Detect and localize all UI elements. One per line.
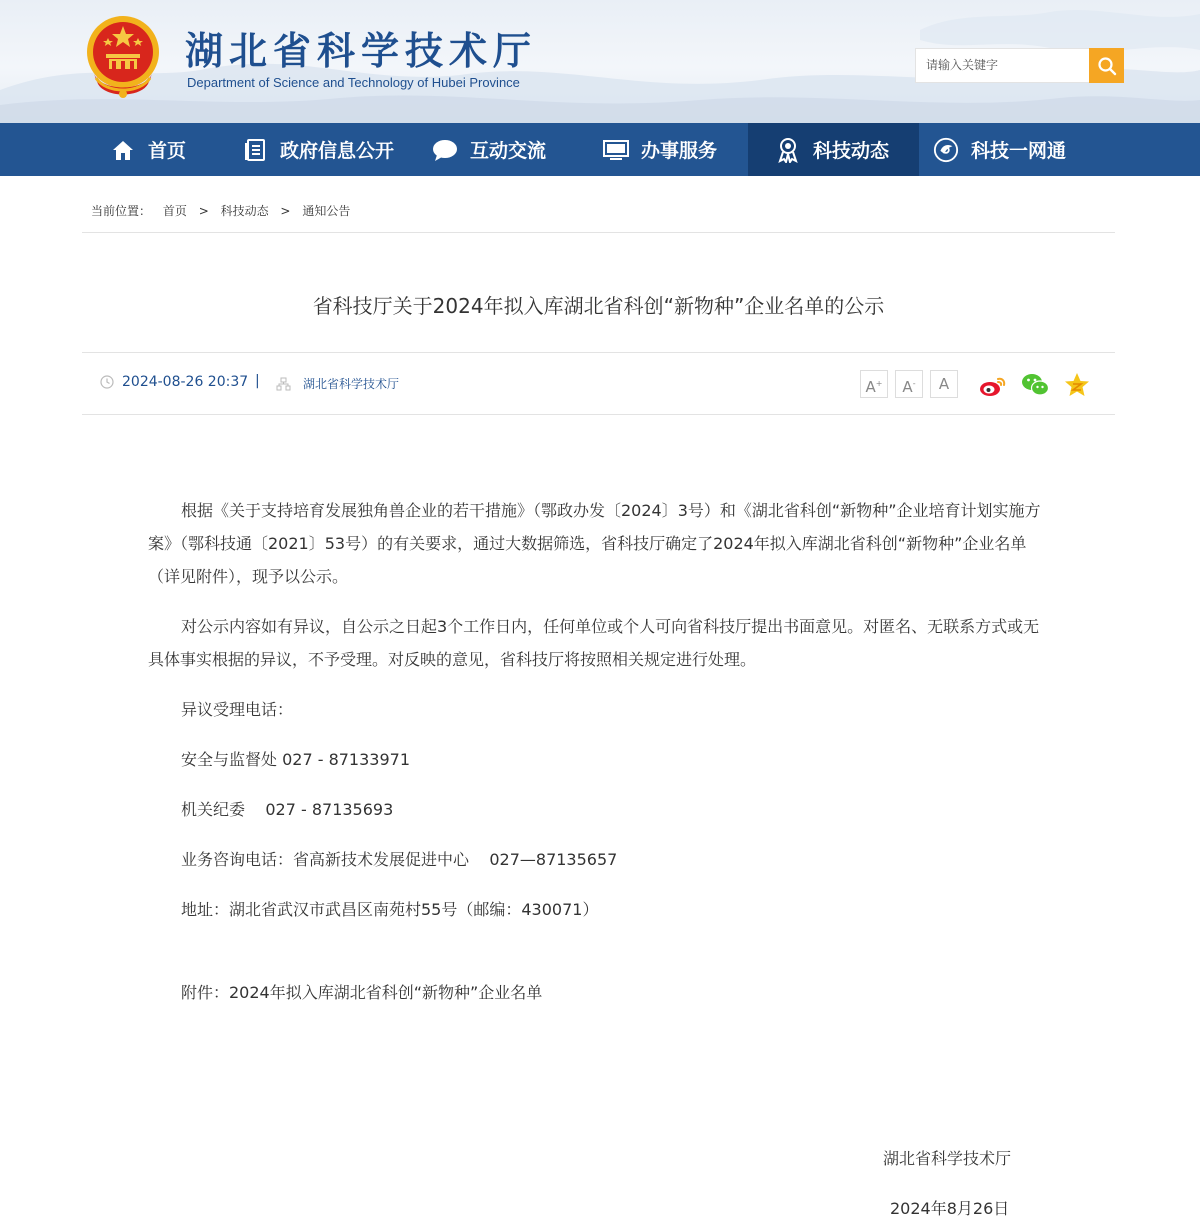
contact-heading: 异议受理电话： — [181, 700, 294, 719]
breadcrumb-notices[interactable]: 通知公告 — [302, 204, 351, 218]
publish-date-text: 2024-08-26 20:37 — [122, 374, 249, 390]
font-size-reset-button[interactable]: A — [930, 370, 958, 398]
article-source — [276, 375, 399, 392]
article-title: 省科技厅关于2024年拟入库湖北省科创“新物种”企业名单的公示 — [312, 294, 885, 318]
contact-line: 业务咨询电话：省高新技术发展促进中心 027—87135657 — [181, 850, 618, 869]
nav-label: 首页 — [148, 140, 187, 162]
publish-date — [100, 374, 248, 390]
attachment-link[interactable]: 附件：2024年拟入库湖北省科创“新物种”企业名单 — [181, 983, 543, 1002]
breadcrumb-separator: > — [280, 204, 291, 218]
article-paragraph: 根据《关于支持培育发展独角兽企业的若干措施》（鄂政办发〔2024〕3号）和《湖北省科创“新物种”企业培育计划实施方案》（鄂科技通〔2021〕53号）的有关要求，通过大数据筛选，省科技厅确定了2024年拟入库湖北省科创“新物种”企业名单（详见附件），现予以公示。 — [148, 501, 1041, 586]
nav-item-gov-info[interactable] — [242, 123, 394, 176]
article-paragraph: 对公示内容如有异议，自公示之日起3个工作日内，任何单位或个人可向省科技厅提出书面意见。对匿名、无联系方式或无具体事实根据的异议，不予受理。对反映的意见，省科技厅将按照相关规定进行处理。 — [148, 617, 1040, 669]
breadcrumb-separator: > — [198, 204, 209, 218]
clock-icon — [100, 375, 114, 389]
nav-item-one-network[interactable] — [933, 123, 1066, 176]
nav-item-tech-news[interactable] — [748, 123, 919, 176]
nav-label: 办事服务 — [641, 140, 718, 162]
site-title: 湖北省科学技术厅 — [185, 28, 538, 73]
article-body — [148, 494, 1048, 1026]
breadcrumb — [82, 196, 1115, 233]
site-header — [0, 0, 1200, 123]
organization-icon — [276, 377, 291, 391]
font-size-decrease-button[interactable]: A- — [895, 370, 923, 398]
address-line: 地址：湖北省武汉市武昌区南苑村55号（邮编：430071） — [181, 900, 599, 919]
monitor-icon — [603, 137, 629, 163]
article-source-text: 湖北省科学技术厅 — [303, 377, 400, 391]
home-icon — [110, 137, 136, 163]
globe-icon — [933, 137, 959, 163]
nav-item-services[interactable] — [603, 123, 717, 176]
article-meta — [82, 352, 1115, 415]
search-button[interactable] — [1089, 48, 1124, 83]
site-subtitle: Department of Science and Technology of Hubei Province — [187, 75, 520, 90]
weibo-share-icon[interactable] — [978, 370, 1008, 400]
signoff-date: 2024年8月26日 — [890, 1199, 1010, 1218]
nav-label: 科技一网通 — [971, 140, 1067, 162]
meta-separator: | — [255, 373, 260, 389]
document-icon — [242, 137, 268, 163]
main-nav — [0, 123, 1200, 176]
nav-label: 政府信息公开 — [280, 140, 395, 162]
national-emblem-icon[interactable] — [82, 12, 164, 100]
signoff-org: 湖北省科学技术厅 — [883, 1149, 1012, 1168]
nav-label: 科技动态 — [813, 140, 890, 162]
favorite-star-icon[interactable] — [1062, 370, 1092, 400]
search-icon — [1097, 56, 1117, 76]
nav-item-home[interactable] — [110, 123, 186, 176]
breadcrumb-tech-news[interactable]: 科技动态 — [220, 204, 269, 218]
breadcrumb-home[interactable]: 首页 — [162, 204, 187, 218]
contact-line: 机关纪委 027 - 87135693 — [181, 800, 394, 819]
award-icon — [775, 137, 801, 163]
breadcrumb-prefix: 当前位置： — [91, 204, 152, 218]
font-size-increase-button[interactable]: A+ — [860, 370, 888, 398]
search-input[interactable]: 请输入关键字 — [915, 48, 1089, 83]
nav-item-interaction[interactable] — [432, 123, 546, 176]
wechat-share-icon[interactable] — [1020, 370, 1050, 400]
contact-line: 安全与监督处 027 - 87133971 — [181, 750, 411, 769]
nav-label: 互动交流 — [470, 140, 547, 162]
chat-bubble-icon — [432, 137, 458, 163]
